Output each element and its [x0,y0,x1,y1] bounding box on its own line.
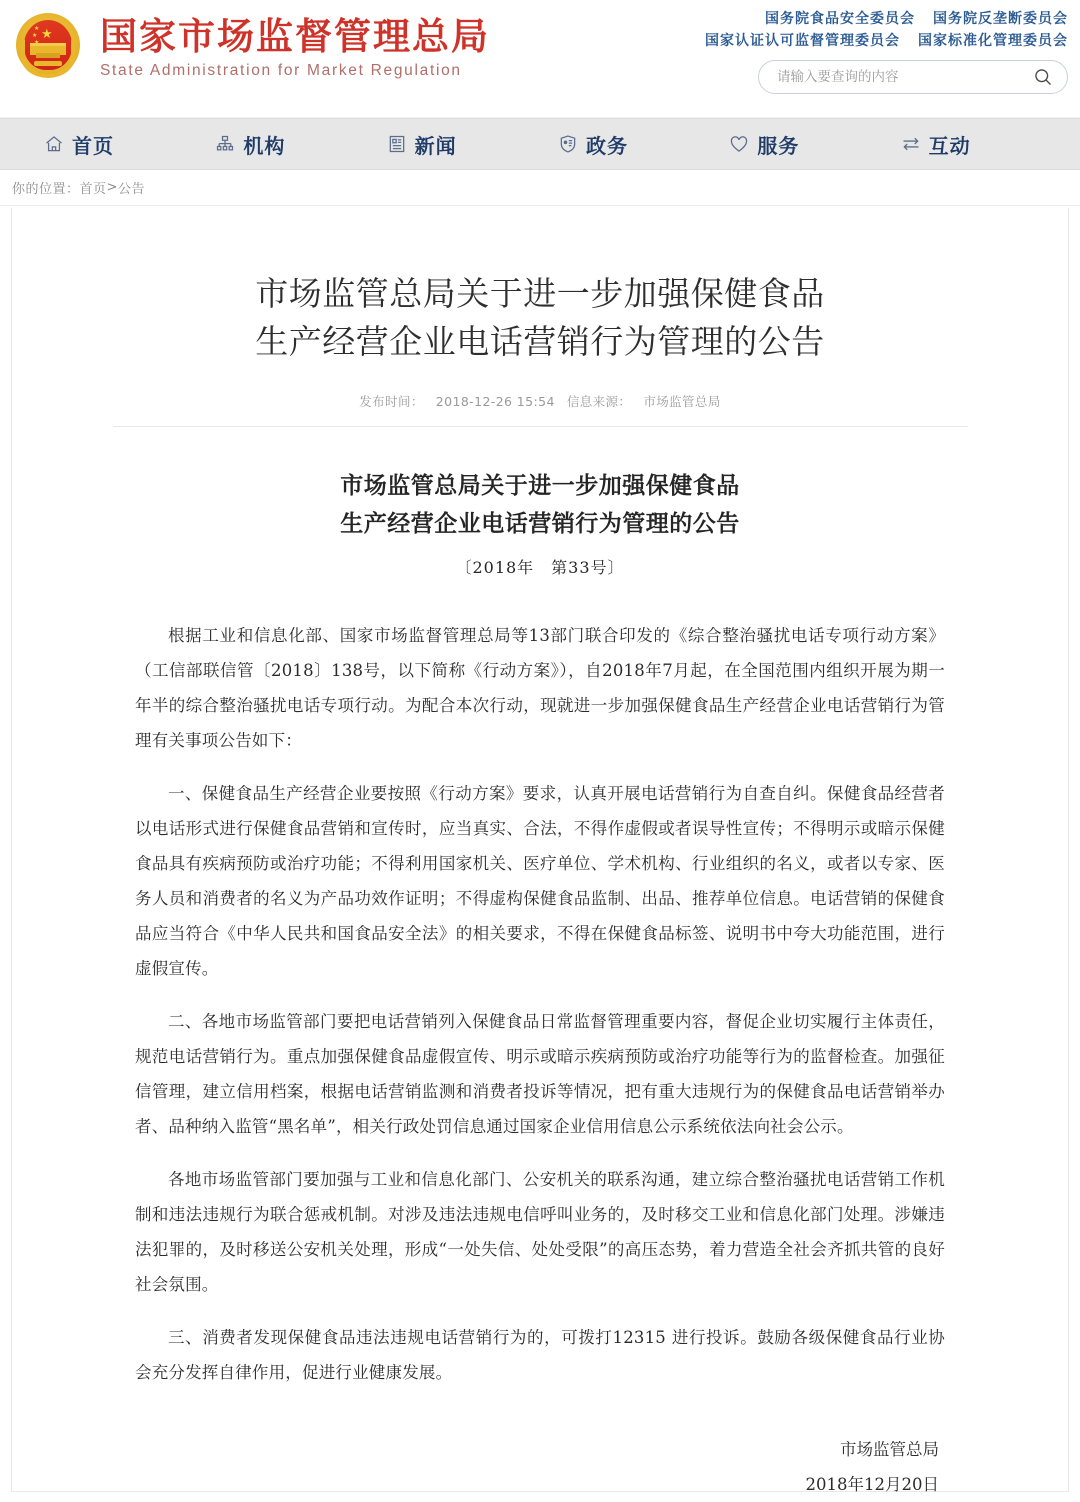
nav-item-interaction[interactable] [883,130,1054,159]
document-heading-line2: 生产经营企业电话营销行为管理的公告 [340,510,740,537]
org-chart-icon [215,134,235,154]
article-paragraph: 一、保健食品生产经营企业要按照《行动方案》要求，认真开展电话营销行为自查自纠。保健食品经营者以电话形式进行保健食品营销和宣传时，应当真实、合法，不得作虚假或者误导性宣传；不得明示或暗示保健食品具有疾病预防或治疗功能；不得利用国家机关、医疗单位、学术机构、行业组织的名义，或者以专家、医务人员和消费者的名义为产品功效作证明；不得虚构保健食品监制、出品、推荐单位信息。电话营销的保健食品应当符合《中华人民共和国食品安全法》的相关要求，不得在保健食品标签、说明书中夸大功能范围，进行虚假宣传。 [135,784,945,978]
nav-item-government-affairs[interactable] [540,130,711,159]
nav-label-home: 首页 [72,133,114,158]
search-input[interactable] [777,69,1031,85]
source-label: 信息来源： [566,394,632,409]
nav-label-service: 服务 [757,133,800,158]
org-name-en: State Administration for Market Regulation [100,62,462,79]
breadcrumb-separator: > [106,180,118,195]
page-title-line2: 生产经营企业电话营销行为管理的公告 [255,322,825,361]
shield-icon [558,134,578,154]
article-card [11,208,1069,1492]
publish-time-value: 2018-12-26 15:54 [435,394,555,409]
document-number: 〔2018年 第33号〕 [455,558,625,577]
nav-item-news[interactable] [369,130,540,159]
nav-item-organization[interactable] [197,130,368,159]
article-meta [12,392,1068,410]
committee-link-certification[interactable]: 国家认证认可监督管理委员会 [705,33,900,49]
nav-item-home[interactable] [26,130,197,159]
search-icon [1033,67,1053,87]
nav-label-government-affairs: 政务 [585,133,628,158]
news-document-icon [387,134,407,154]
breadcrumb [0,170,1080,206]
nav-label-organization: 机构 [243,133,286,158]
breadcrumb-home[interactable]: 首页 [79,182,107,197]
nav-label-interaction: 互动 [928,133,971,158]
site-header [0,0,1080,118]
breadcrumb-prefix: 你的位置： [12,182,80,197]
committee-link-standardization[interactable]: 国家标准化管理委员会 [918,33,1068,49]
source-value: 市场监管总局 [643,394,721,409]
org-name-cn: 国家市场监督管理总局 [100,15,490,58]
article-paragraph: 各地市场监管部门要加强与工业和信息化部门、公安机关的联系沟通，建立综合整治骚扰电话营销工作机制和违法违规行为联合惩戒机制。对涉及违法违规电信呼叫业务的，及时移交工业和信息化部门处理。涉嫌违法犯罪的，及时移送公安机关处理，形成“一处失信、处处受限”的高压态势，着力营造全社会齐抓共管的良好社会氛围。 [135,1170,945,1294]
committee-link-food-safety[interactable]: 国务院食品安全委员会 [765,11,915,27]
page-title-line1: 市场监管总局关于进一步加强保健食品 [255,274,825,313]
signature-block [135,1432,945,1502]
main-navigation [0,118,1080,170]
breadcrumb-current: 公告 [117,182,145,197]
site-brand[interactable] [12,6,490,86]
search-button[interactable] [1031,65,1055,89]
publish-time-label: 发布时间： [359,394,424,409]
document-heading [135,467,945,543]
committee-link-antitrust[interactable]: 国务院反垄断委员会 [933,11,1068,27]
committee-links [705,8,1068,52]
signature-date: 2018年12月20日 [805,1475,939,1494]
signature-organization: 市场监管总局 [840,1440,939,1459]
nav-label-news: 新闻 [414,133,457,158]
article-paragraph: 根据工业和信息化部、国家市场监督管理总局等13部门联合印发的《综合整治骚扰电话专项行动方案》（工信部联信管〔2018〕138号，以下简称《行动方案》），自2018年7月起，在全国范围内组织开展为期一年半的综合整治骚扰电话专项行动。为配合本次行动，现就进一步加强保健食品生产经营企业电话营销行为管理有关事项公告如下： [135,626,945,750]
document-heading-line1: 市场监管总局关于进一步加强保健食品 [340,472,740,499]
national-emblem-icon: ★ ★ ★ [12,6,86,86]
search-box[interactable] [758,60,1068,94]
page-title [160,270,920,366]
article-paragraph: 二、各地市场监管部门要把电话营销列入保健食品日常监督管理重要内容，督促企业切实履行主体责任，规范电话营销行为。重点加强保健食品虚假宣传、明示或暗示疾病预防或治疗功能等行为的监督检查。加强征信管理，建立信用档案，根据电话营销监测和消费者投诉等情况，把有重大违规行为的保健食品电话营销举办者、品种纳入监管“黑名单”，相关行政处罚信息通过国家企业信用信息公示系统依法向社会公示。 [135,1012,945,1136]
nav-item-service[interactable] [711,130,882,159]
exchange-arrows-icon [901,134,921,154]
home-icon [44,134,64,154]
heart-icon [729,134,749,154]
article-paragraph: 三、消费者发现保健食品违法违规电话营销行为的，可拨打12315 进行投诉。鼓励各级保健食品行业协会充分发挥自律作用，促进行业健康发展。 [135,1328,945,1382]
article-body [135,427,945,1502]
